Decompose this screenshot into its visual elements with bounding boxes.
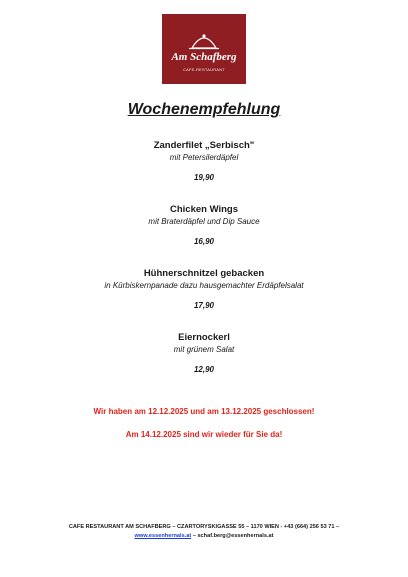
dish-item <box>0 332 408 375</box>
dish-price: 12,90 <box>193 365 215 374</box>
dish-item <box>0 204 408 247</box>
dish-item <box>0 140 408 183</box>
dish-name: Chicken Wings <box>169 204 238 215</box>
dish-name: Zanderfilet „Serbisch" <box>153 140 255 151</box>
dish-name: Hühnerschnitzel gebacken <box>143 268 265 279</box>
dish-item <box>0 268 408 311</box>
dish-price: 16,90 <box>193 237 215 246</box>
closure-notice: Wir haben am 12.12.2025 und am 13.12.2025 geschlossen! <box>93 407 315 416</box>
footer-contact <box>0 532 408 540</box>
logo-title: Am Schafberg <box>171 51 237 63</box>
dish-price: 17,90 <box>193 301 215 310</box>
website-link[interactable]: www.essenhernals.at <box>134 533 192 539</box>
dish-name: Eiernockerl <box>178 332 230 343</box>
dish-description: in Kürbiskernpanade dazu hausgemachter Erdäpfelsalat <box>104 281 304 290</box>
restaurant-logo <box>162 14 246 84</box>
page-title: Wochenempfehlung <box>127 101 281 118</box>
reopen-notice: Am 14.12.2025 sind wir wieder für Sie da! <box>125 430 283 439</box>
dish-price: 19,90 <box>193 173 215 182</box>
footer-email: – schaf.berg@essenhernals.at <box>191 533 274 539</box>
cloche-icon <box>162 14 246 84</box>
logo-subtitle: CAFE-RESTAURANT <box>183 67 225 72</box>
dish-description: mit Braterdäpfel und Dip Sauce <box>148 217 260 226</box>
footer-address: CAFE RESTAURANT AM SCHAFBERG – CZARTORYSKIGASSE 55 – 1170 WIEN - +43 (664) 256 53 71 – <box>68 524 340 530</box>
dish-description: mit grünem Salat <box>173 345 235 354</box>
dish-description: mit Petersilerdäpfel <box>169 153 239 162</box>
